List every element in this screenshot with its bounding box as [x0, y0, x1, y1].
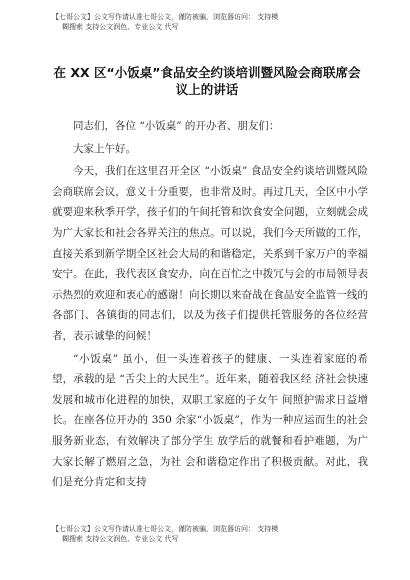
greeting-paragraph: 大家上午好。: [73, 142, 136, 155]
salutation-paragraph: 同志们，各位 “小饭桌” 的开办者、朋友们：: [73, 120, 280, 132]
page-footer: [52, 524, 372, 544]
body-paragraph: 今天，我们在这里召开全区 “小饭桌” 食品安全约谈培训暨风险会商联席会议，意义十分重要，也非常及时。再过几天，全区中小学就要迎来秋季开学，孩子们的午间托管和饮食安全问题，立刻就会成为广大家长和社会各界关注的焦点。可以说，我们今天所做的工作，直接关系到新学期全区社会大局的和谐稳定，关系到千家万户的幸福安宁。在此，我代表区食安办，向在百忙之中拨冗与会的市局领导表示热烈的欢迎和衷心的感谢！向长期以来奋战在食品安全监管一线的各部门、各镇街的同志们，以及为孩子们提供托管服务的各位经营者，表示诚挚的问候！: [52, 165, 368, 342]
header-line: 【七哥公文】公文写作请认准七哥公文，谨防被骗，浏览器访问： 支持模: [52, 13, 279, 21]
body-paragraph: “小饭桌” 虽小，但一头连着孩子的健康、一头连着家庭的希望，承载的是 “舌尖上的大民生”。近年来，随着我区经 济社会快速发展和城市化进程的加快，双职工家庭的子女午 间照护需求日益增长。在座各位开办的 350 余家“小饭桌”，作为一种应运而生的社会服务新业态，有效解决了部分学生 放学后的就餐和看护难题，为广大家长解了燃眉之急，为社 会和谐稳定作出了积极贡献。对此，我们是充分肯定和支持: [52, 352, 368, 489]
page-header: [52, 12, 372, 32]
footer-line: 【七哥公文】公文写作请认准七哥公文，谨防被骗，浏览器访问： 支持模: [52, 525, 279, 533]
footer-line: 糊搜索 支持公文润色、专业公文 代写: [62, 535, 179, 543]
header-line: 糊搜索 支持公文润色、专业公文 代写: [62, 23, 179, 31]
document-title: 在 XX 区“小饭桌”食品安全约谈培训暨风险会商联席会议上的讲话: [53, 65, 361, 97]
document-body: [52, 116, 368, 495]
